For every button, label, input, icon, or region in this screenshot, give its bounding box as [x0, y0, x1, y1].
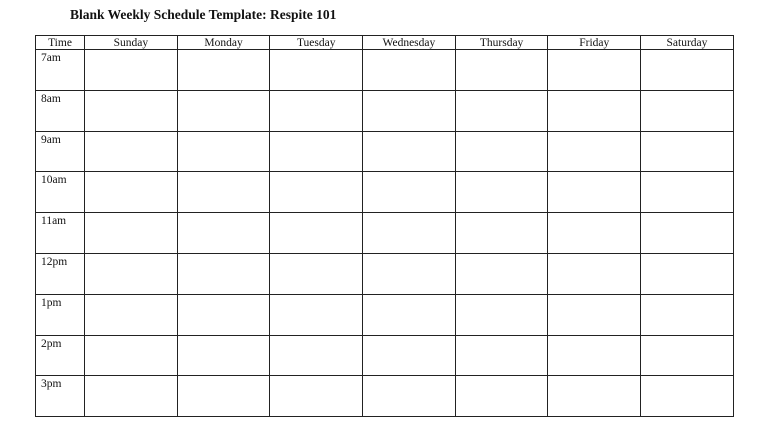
time-label: 2pm: [36, 335, 85, 376]
time-row: [36, 335, 734, 376]
schedule-slot[interactable]: [548, 253, 641, 294]
schedule-slot[interactable]: [548, 172, 641, 213]
schedule-slot[interactable]: [455, 294, 548, 335]
schedule-slot[interactable]: [85, 253, 178, 294]
schedule-slot[interactable]: [363, 50, 456, 91]
schedule-slot[interactable]: [363, 253, 456, 294]
schedule-slot[interactable]: [270, 376, 363, 417]
time-label: 12pm: [36, 253, 85, 294]
day-header-thursday: Thursday: [455, 36, 548, 50]
time-column-header: Time: [36, 36, 85, 50]
schedule-slot[interactable]: [455, 335, 548, 376]
day-header-saturday: Saturday: [641, 36, 734, 50]
schedule-slot[interactable]: [455, 253, 548, 294]
time-label: 1pm: [36, 294, 85, 335]
schedule-slot[interactable]: [177, 294, 270, 335]
schedule-slot[interactable]: [548, 376, 641, 417]
time-row: [36, 213, 734, 254]
schedule-slot[interactable]: [363, 131, 456, 172]
time-row: [36, 50, 734, 91]
schedule-slot[interactable]: [363, 90, 456, 131]
schedule-slot[interactable]: [177, 335, 270, 376]
weekly-schedule-table: [35, 35, 734, 417]
schedule-slot[interactable]: [455, 50, 548, 91]
time-row: [36, 90, 734, 131]
schedule-slot[interactable]: [641, 90, 734, 131]
schedule-slot[interactable]: [363, 213, 456, 254]
schedule-slot[interactable]: [641, 50, 734, 91]
schedule-slot[interactable]: [641, 376, 734, 417]
time-row: [36, 131, 734, 172]
time-label: 11am: [36, 213, 85, 254]
schedule-slot[interactable]: [363, 294, 456, 335]
schedule-slot[interactable]: [270, 294, 363, 335]
time-label: 7am: [36, 50, 85, 91]
schedule-slot[interactable]: [177, 253, 270, 294]
schedule-slot[interactable]: [641, 213, 734, 254]
schedule-slot[interactable]: [85, 294, 178, 335]
schedule-slot[interactable]: [270, 335, 363, 376]
schedule-slot[interactable]: [85, 131, 178, 172]
schedule-slot[interactable]: [641, 294, 734, 335]
header-row: [36, 36, 734, 50]
schedule-slot[interactable]: [548, 131, 641, 172]
schedule-slot[interactable]: [270, 131, 363, 172]
schedule-slot[interactable]: [455, 90, 548, 131]
day-header-sunday: Sunday: [85, 36, 178, 50]
page-title: Blank Weekly Schedule Template: Respite 101: [70, 7, 337, 22]
time-row: [36, 172, 734, 213]
schedule-slot[interactable]: [270, 172, 363, 213]
schedule-slot[interactable]: [455, 172, 548, 213]
schedule-slot[interactable]: [641, 335, 734, 376]
time-label: 8am: [36, 90, 85, 131]
time-label: 10am: [36, 172, 85, 213]
schedule-slot[interactable]: [177, 376, 270, 417]
schedule-slot[interactable]: [363, 376, 456, 417]
time-row: [36, 253, 734, 294]
schedule-slot[interactable]: [177, 213, 270, 254]
schedule-slot[interactable]: [548, 335, 641, 376]
schedule-slot[interactable]: [85, 172, 178, 213]
schedule-slot[interactable]: [85, 50, 178, 91]
schedule-slot[interactable]: [270, 213, 363, 254]
schedule-slot[interactable]: [270, 50, 363, 91]
schedule-slot[interactable]: [177, 50, 270, 91]
schedule-slot[interactable]: [270, 90, 363, 131]
day-header-tuesday: Tuesday: [270, 36, 363, 50]
schedule-slot[interactable]: [548, 213, 641, 254]
schedule-slot[interactable]: [455, 376, 548, 417]
schedule-slot[interactable]: [641, 131, 734, 172]
day-header-monday: Monday: [177, 36, 270, 50]
schedule-slot[interactable]: [363, 335, 456, 376]
schedule-slot[interactable]: [177, 131, 270, 172]
schedule-slot[interactable]: [548, 294, 641, 335]
schedule-slot[interactable]: [455, 131, 548, 172]
schedule-slot[interactable]: [85, 90, 178, 131]
schedule-slot[interactable]: [548, 50, 641, 91]
schedule-slot[interactable]: [177, 90, 270, 131]
day-header-friday: Friday: [548, 36, 641, 50]
schedule-slot[interactable]: [85, 335, 178, 376]
schedule-slot[interactable]: [85, 376, 178, 417]
time-label: 3pm: [36, 376, 85, 417]
schedule-slot[interactable]: [455, 213, 548, 254]
schedule-slot[interactable]: [177, 172, 270, 213]
schedule-slot[interactable]: [548, 90, 641, 131]
time-row: [36, 294, 734, 335]
schedule-slot[interactable]: [363, 172, 456, 213]
day-header-wednesday: Wednesday: [363, 36, 456, 50]
schedule-slot[interactable]: [270, 253, 363, 294]
time-label: 9am: [36, 131, 85, 172]
schedule-slot[interactable]: [641, 172, 734, 213]
schedule-slot[interactable]: [85, 213, 178, 254]
time-row: [36, 376, 734, 417]
schedule-slot[interactable]: [641, 253, 734, 294]
